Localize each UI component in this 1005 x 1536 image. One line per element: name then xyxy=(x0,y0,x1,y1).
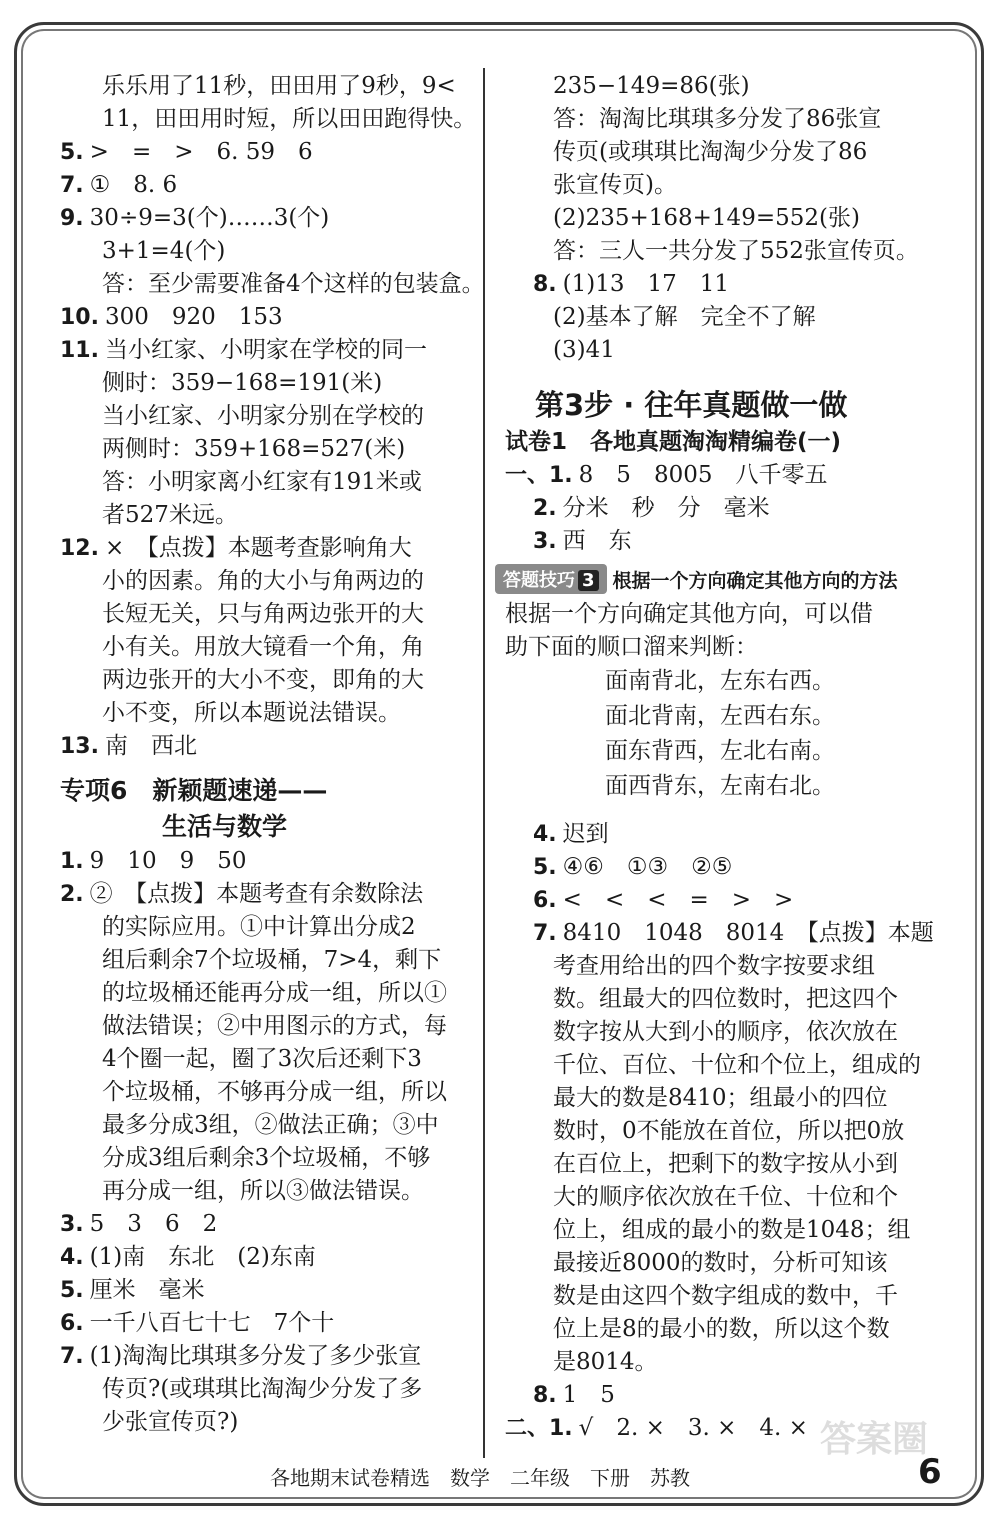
rhyme-4: 面西背东，左南右北。 xyxy=(605,773,835,799)
answer-text: 答：小明家离小红家有191米或 xyxy=(102,469,422,495)
answer-text: 最多分成3组，②做法正确；③中 xyxy=(102,1112,439,1138)
answer-text: 答：淘淘比琪琪多分发了86张宣 xyxy=(553,106,882,132)
answer-text: 是8014。 xyxy=(553,1349,658,1375)
answer-text: 迟到 xyxy=(562,821,609,847)
answer-line xyxy=(60,400,470,433)
question-number: 一、1. xyxy=(505,463,573,488)
answer-text: 的垃圾桶还能再分成一组，所以① xyxy=(102,980,447,1006)
answer-text: (3)41 xyxy=(553,337,615,363)
answer-text: < < < = > > xyxy=(562,887,794,913)
answer-line xyxy=(505,202,945,235)
answer-line xyxy=(60,70,470,103)
answer-line xyxy=(60,1076,470,1109)
answer-line xyxy=(505,1247,945,1280)
answer-line xyxy=(505,1313,945,1346)
answer-line xyxy=(505,235,945,268)
answer-line xyxy=(505,917,945,950)
answer-line xyxy=(505,884,945,917)
answer-text: 300 920 153 xyxy=(104,304,283,330)
answer-line xyxy=(60,878,470,911)
answer-text: ② 【点拨】本题考查有余数除法 xyxy=(89,881,424,907)
skill-badge xyxy=(495,564,607,594)
answer-text: 11，田田用时短，所以田田跑得快。 xyxy=(102,106,477,132)
paper-title: 试卷1 各地真题淘淘精编卷(一) xyxy=(505,429,842,455)
answer-text: 长短无关，只与角两边张开的大 xyxy=(102,601,424,627)
answer-line xyxy=(60,697,470,730)
question-number: 8. xyxy=(533,1383,557,1408)
answer-line xyxy=(60,1406,470,1439)
question-number: 5. xyxy=(60,1278,84,1303)
question-number: 9. xyxy=(60,206,84,231)
answer-line xyxy=(505,70,945,103)
answer-text: 小不变，所以本题说法错误。 xyxy=(102,700,401,726)
answer-line xyxy=(60,1208,470,1241)
rhyme-2: 面北背南，左西右东。 xyxy=(605,703,835,729)
answer-line xyxy=(60,598,470,631)
answer-line xyxy=(60,1373,470,1406)
answer-text: 做法错误；②中用图示的方式，每 xyxy=(102,1013,447,1039)
question-number: 6. xyxy=(533,888,557,913)
answer-line xyxy=(60,664,470,697)
answer-line xyxy=(60,1307,470,1340)
page-number: 6 xyxy=(918,1452,942,1492)
section-title: 专项6 新颖题速递—— xyxy=(60,776,328,805)
answer-line xyxy=(60,944,470,977)
answer-text: 厘米 毫米 xyxy=(89,1277,205,1303)
answer-text: 在百位上，把剩下的数字按从小到 xyxy=(553,1151,898,1177)
left-column xyxy=(60,70,485,1439)
question-number: 1. xyxy=(60,849,84,874)
answer-text: 考查用给出的四个数字按要求组 xyxy=(553,953,875,979)
answer-line xyxy=(505,492,945,525)
answer-line xyxy=(60,1109,470,1142)
question-number: 2. xyxy=(533,496,557,521)
answer-line xyxy=(60,136,470,169)
answer-line xyxy=(60,532,470,565)
answer-text: 千位、百位、十位和个位上，组成的 xyxy=(553,1052,921,1078)
answer-text: ④⑥ ①③ ②⑤ xyxy=(562,854,733,880)
answer-line xyxy=(505,301,945,334)
answer-line xyxy=(505,169,945,202)
answer-text: > = > 6. 59 6 xyxy=(89,139,313,165)
answer-line xyxy=(505,1148,945,1181)
answer-line xyxy=(60,1043,470,1076)
answer-line xyxy=(60,301,470,334)
answer-text: 235−149=86(张) xyxy=(553,73,750,99)
answer-line xyxy=(60,466,470,499)
step-title: 第3步 · 往年真题做一做 xyxy=(535,388,848,422)
answer-text: (2)基本了解 完全不了解 xyxy=(553,304,816,330)
answer-line xyxy=(505,136,945,169)
answer-text: 分米 秒 分 毫米 xyxy=(562,495,770,521)
answer-line xyxy=(505,525,945,558)
answer-line xyxy=(60,1241,470,1274)
question-number: 8. xyxy=(533,272,557,297)
answer-text: 5 3 6 2 xyxy=(89,1211,218,1237)
answer-line xyxy=(60,235,470,268)
rhyme-3: 面东背西，左北右南。 xyxy=(605,738,835,764)
answer-line xyxy=(505,983,945,1016)
question-number: 5. xyxy=(533,855,557,880)
paper-answers xyxy=(505,459,945,558)
answer-line xyxy=(60,977,470,1010)
answer-text: 4个圈一起，圈了3次后还剩下3 xyxy=(102,1046,422,1072)
answer-line xyxy=(60,911,470,944)
question-number: 5. xyxy=(60,140,84,165)
footer: 各地期末试卷精选 数学 二年级 下册 苏教 xyxy=(270,1466,690,1490)
answer-text: 9 10 9 50 xyxy=(89,848,247,874)
question-number: 4. xyxy=(533,822,557,847)
answer-line xyxy=(60,1175,470,1208)
answer-text: 两侧时：359+168=527(米) xyxy=(102,436,406,462)
rhyme-1: 面南背北，左东右西。 xyxy=(605,668,835,694)
section-subtitle: 生活与数学 xyxy=(162,812,288,841)
answer-line xyxy=(60,334,470,367)
question-number: 7. xyxy=(60,1344,84,1369)
right-answers xyxy=(505,70,945,367)
answer-text: 两边张开的大小不变，即角的大 xyxy=(102,667,424,693)
watermark: 答案圈 xyxy=(820,1419,929,1460)
answer-line xyxy=(60,169,470,202)
answer-line xyxy=(505,459,945,492)
answer-line xyxy=(60,1010,470,1043)
skill-badge-label: 答题技巧 xyxy=(503,570,575,591)
right-column xyxy=(505,70,945,1445)
answer-text: (2)235+168+149=552(张) xyxy=(553,205,860,231)
answer-text: 乐乐用了11秒，田田用了9秒，9< xyxy=(102,73,456,99)
answer-text: 最大的数是8410；组最小的四位 xyxy=(553,1085,888,1111)
answer-line xyxy=(505,334,945,367)
answer-line xyxy=(60,1340,470,1373)
left-answers xyxy=(60,70,485,763)
answer-text: 大的顺序依次放在千位、十位和个 xyxy=(553,1184,898,1210)
answer-text: 个垃圾桶，不够再分成一组，所以 xyxy=(102,1079,447,1105)
answer-line xyxy=(505,950,945,983)
answer-text: 者527米远。 xyxy=(102,502,238,528)
answer-line xyxy=(505,1214,945,1247)
answer-line xyxy=(60,631,470,664)
answer-text: 西 东 xyxy=(562,528,632,554)
skill-badge-number: 3 xyxy=(578,570,599,591)
section-answers xyxy=(60,845,470,1439)
answer-line xyxy=(505,1115,945,1148)
answer-text: 答：三人一共分发了552张宣传页。 xyxy=(553,238,919,264)
answer-line xyxy=(60,730,470,763)
answer-text: 少张宣传页?) xyxy=(102,1409,239,1435)
answer-line xyxy=(505,1082,945,1115)
answer-line xyxy=(505,1181,945,1214)
answer-line xyxy=(60,433,470,466)
question-number: 3. xyxy=(60,1212,84,1237)
answer-text: 位上，组成的最小的数是1048；组 xyxy=(553,1217,911,1243)
answer-text: 传页?(或琪琪比淘淘少分发了多 xyxy=(102,1376,423,1402)
answer-text: 数字按从大到小的顺序，依次放在 xyxy=(553,1019,898,1045)
answer-text: √ 2. × 3. × 4. × xyxy=(578,1415,808,1441)
answer-text: 侧时：359−168=191(米) xyxy=(102,370,383,396)
skill-body-1: 根据一个方向确定其他方向，可以借 xyxy=(505,601,873,627)
question-number: 6. xyxy=(60,1311,84,1336)
answer-text: (1)淘淘比琪琪多分发了多少张宣 xyxy=(89,1343,422,1369)
question-number: 7. xyxy=(533,921,557,946)
answer-line xyxy=(60,845,470,878)
question-number: 13. xyxy=(60,734,99,759)
answer-line xyxy=(60,499,470,532)
answer-text: ① 8. 6 xyxy=(89,172,178,198)
skill-body-2: 助下面的顺口溜来判断： xyxy=(505,634,758,660)
answer-line xyxy=(505,268,945,301)
answer-line xyxy=(505,103,945,136)
question-number: 3. xyxy=(533,529,557,554)
answer-line xyxy=(505,1379,945,1412)
answer-text: 3+1=4(个) xyxy=(102,238,226,264)
answer-text: 的实际应用。①中计算出分成2 xyxy=(102,914,416,940)
answer-text: 小有关。用放大镜看一个角，角 xyxy=(102,634,424,660)
answer-text: 当小红家、小明家分别在学校的 xyxy=(102,403,424,429)
answer-line xyxy=(60,202,470,235)
answer-text: 小的因素。角的大小与角两边的 xyxy=(102,568,424,594)
answer-text: 南 西北 xyxy=(104,733,197,759)
answer-text: 分成3组后剩余3个垃圾桶，不够 xyxy=(102,1145,431,1171)
answer-line xyxy=(60,103,477,136)
answer-text: 再分成一组，所以③做法错误。 xyxy=(102,1178,424,1204)
answer-text: × 【点拨】本题考查影响角大 xyxy=(104,535,412,561)
answer-text: 组后剩余7个垃圾桶，7>4，剩下 xyxy=(102,947,442,973)
answer-text: 30÷9=3(个)……3(个) xyxy=(89,205,330,231)
question-number: 二、1. xyxy=(505,1416,573,1441)
question-number: 12. xyxy=(60,536,99,561)
answer-text: 1 5 xyxy=(562,1382,615,1408)
answer-text: 传页(或琪琪比淘淘少分发了86 xyxy=(553,139,868,165)
answer-text: 8410 1048 8014 【点拨】本题 xyxy=(562,920,934,946)
question-number: 10. xyxy=(60,305,99,330)
answer-line xyxy=(505,1346,945,1379)
answer-text: 当小红家、小明家在学校的同一 xyxy=(104,337,427,363)
skill-box xyxy=(495,564,945,594)
answer-line xyxy=(505,818,945,851)
question-number: 7. xyxy=(60,173,84,198)
question-number: 2. xyxy=(60,882,84,907)
answer-line xyxy=(60,268,485,301)
answer-text: 数。组最大的四位数时，把这四个 xyxy=(553,986,898,1012)
question-number: 4. xyxy=(60,1245,84,1270)
answer-line xyxy=(505,1280,945,1313)
question-number: 11. xyxy=(60,338,99,363)
answer-text: 最接近8000的数时，分析可知该 xyxy=(553,1250,888,1276)
answer-line xyxy=(60,565,470,598)
answer-text: (1)13 17 11 xyxy=(562,271,730,297)
answer-text: 一千八百七十七 7个十 xyxy=(89,1310,335,1336)
answer-line xyxy=(60,1274,470,1307)
answer-line xyxy=(505,851,945,884)
answer-text: 数时，0不能放在首位，所以把0放 xyxy=(553,1118,905,1144)
answer-line xyxy=(505,1049,945,1082)
answer-text: 张宣传页)。 xyxy=(553,172,677,198)
answer-text: 答：至少需要准备4个这样的包装盒。 xyxy=(102,271,485,297)
answer-line xyxy=(60,1142,470,1175)
answer-text: 位上是8的最小的数，所以这个数 xyxy=(553,1316,890,1342)
answer-text: 数是由这四个数字组成的数中，千 xyxy=(553,1283,898,1309)
answer-text: (1)南 东北 (2)东南 xyxy=(89,1244,316,1270)
paper-answers-continued xyxy=(505,818,945,1445)
answer-text: 8 5 8005 八千零五 xyxy=(578,462,828,488)
answer-line xyxy=(60,367,470,400)
answer-line xyxy=(505,1016,945,1049)
skill-title: 根据一个方向确定其他方向的方法 xyxy=(612,569,898,592)
